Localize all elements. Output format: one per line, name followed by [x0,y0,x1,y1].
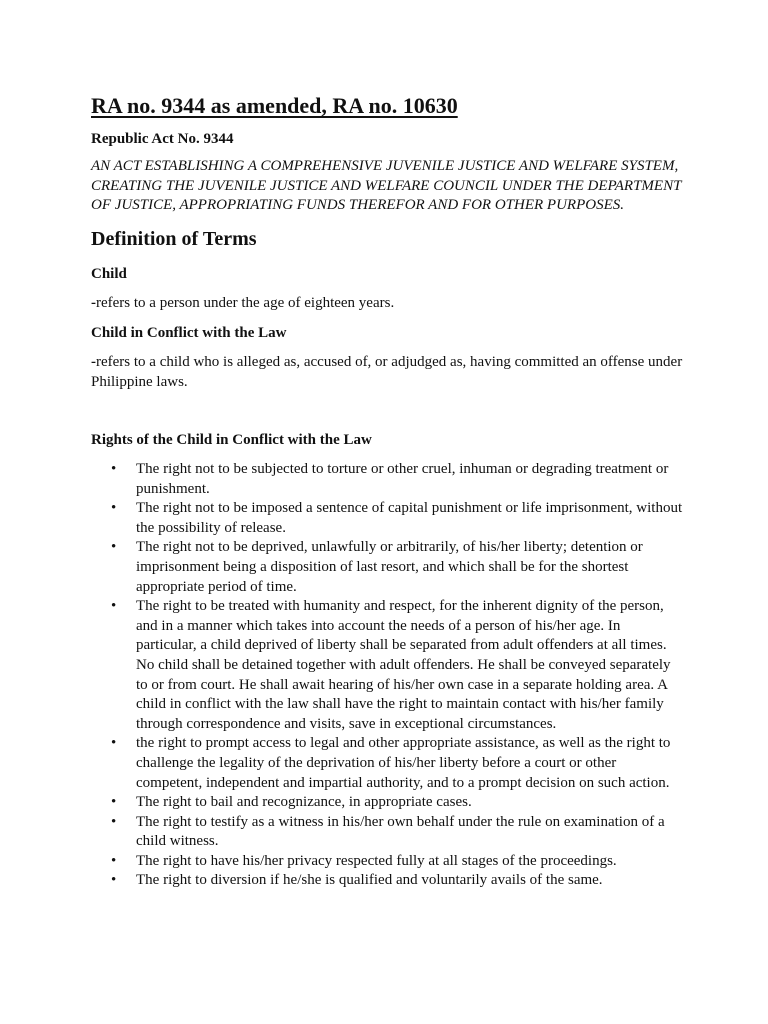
definition-text: refers to a child who is alleged as, accused of, or adjudged as, having committed an offense under Philippine laws. [91,354,683,390]
list-item-text: The right not to be deprived, unlawfully or arbitrarily, of his/her liberty; detention or imprisonment being a disposition of last resort, and which shall be for the shortest appropriate period of time. [136,539,643,595]
list-item-text: The right to bail and recognizance, in appropriate cases. [136,794,472,811]
list-item [91,538,683,597]
list-item [91,460,683,499]
term-definition [91,294,683,314]
document-title: RA no. 9344 as amended, RA no. 10630 [91,93,458,118]
bullet-icon: • [111,813,117,830]
definition-text: refers to a person under the age of eighteen years. [96,294,395,311]
definitions-heading: Definition of Terms [91,227,257,250]
bullet-icon: • [111,461,117,477]
term-definition [91,353,683,392]
bullet-icon: • [111,500,117,517]
list-item-text: The right to have his/her privacy respected fully at all stages of the proceedings. [136,852,617,869]
list-item-text: The right to diversion if he/she is qualified and voluntarily avails of the same. [136,872,603,889]
bullet-icon: • [111,598,117,615]
list-item-text: The right to testify as a witness in his/her own behalf under the rule on examination of a child witness. [136,813,665,850]
list-item-text: The right not to be imposed a sentence of capital punishment or life imprisonment, without the possibility of release. [136,500,683,536]
list-item [91,597,683,734]
act-label: Republic Act No. 9344 [91,131,234,147]
list-item [91,499,683,538]
term-name: Child in Conflict with the Law [91,325,287,341]
definition-dash: - [91,354,96,370]
bullet-icon: • [111,735,117,752]
rights-list [91,460,683,891]
document-page [91,92,683,891]
list-item [91,813,683,852]
list-item [91,793,683,813]
term-block-child [91,264,683,314]
rights-heading: Rights of the Child in Conflict with the Law [91,432,372,448]
list-item [91,871,683,891]
bullet-icon: • [111,539,117,556]
act-description: AN ACT ESTABLISHING A COMPREHENSIVE JUVENILE JUSTICE AND WELFARE SYSTEM, CREATING THE JUVENILE JUSTICE AND WELFARE COUNCIL UNDER THE DEPARTMENT OF JUSTICE, APPROPRIATING FUNDS THEREFOR AND FOR OTHER PURPOSES. [91,158,682,213]
term-block-child-in-conflict [91,323,683,392]
list-item-text: the right to prompt access to legal and other appropriate assistance, as well as the right to challenge the legality of the deprivation of his/her liberty before a court or other competent, independent and impartial authority, and to a prompt decision on such action. [136,735,671,791]
bullet-icon: • [111,852,117,869]
list-item-text: The right not to be subjected to torture or other cruel, inhuman or degrading treatment or punishment. [136,461,669,497]
list-item [91,734,683,793]
bullet-icon: • [111,794,117,811]
term-name: Child [91,265,127,282]
bullet-icon: • [111,872,117,889]
list-item-text: The right to be treated with humanity and respect, for the inherent dignity of the person, and in a manner which takes into account the needs of a person of his/her age. In particular, a child deprived of liberty shall be separated from adult offenders at all times. No child shall be detained together with adult offenders. He shall be conveyed separately to or from court. He shall await hearing of his/her own case in a separate holding area. A child in conflict with the law shall have the right to maintain contact with his/her family through correspondence and visits, save in exceptional circumstances. [136,598,671,732]
definition-dash: - [91,294,96,311]
list-item [91,852,683,872]
